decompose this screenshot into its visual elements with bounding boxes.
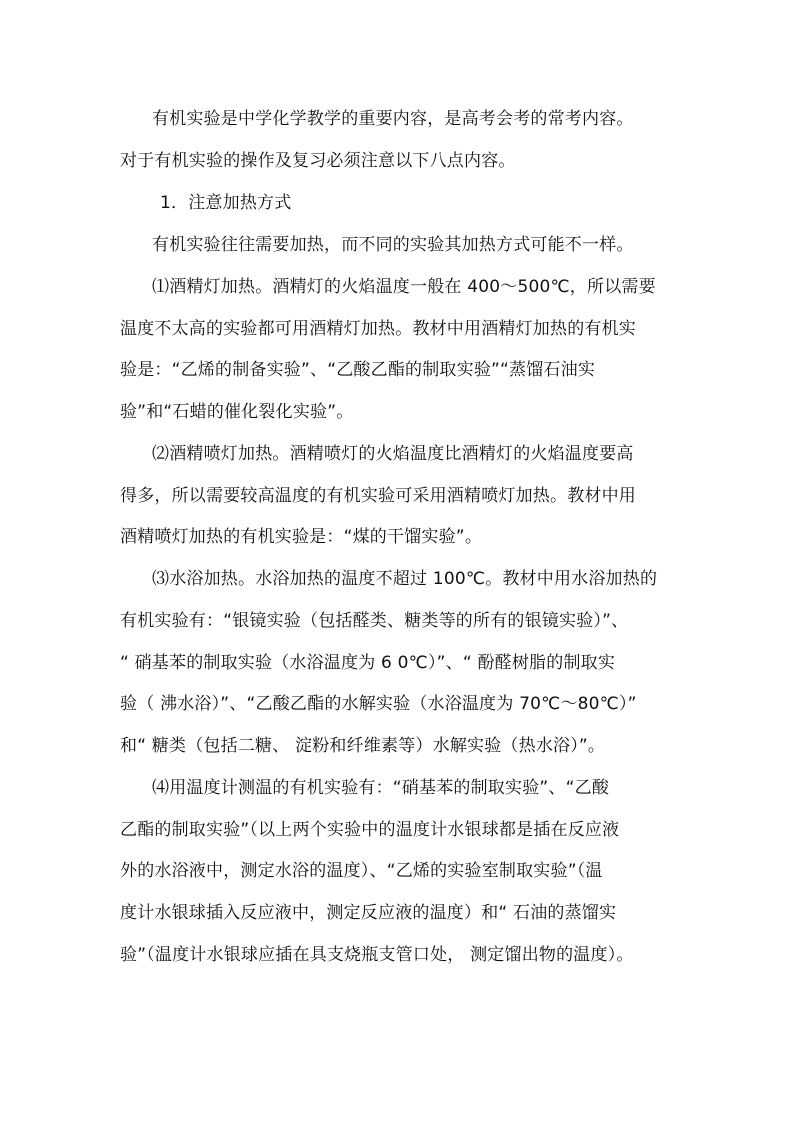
item-blast-lamp-line-1: ⑵酒精喷灯加热。酒精喷灯的火焰温度比酒精灯的火焰温度要高 [152,444,634,464]
item-thermometer-line-5: 验”（温度计水银球应插在具支烧瓶支管口处， 测定馏出物的温度）。 [120,945,634,965]
item-thermometer-line-4: 度计水银球插入反应液中，测定反应液的温度）和“ 石油的蒸馏实 [120,903,617,923]
paragraph-intro-line-1: 有机实验是中学化学教学的重要内容，是高考会考的常考内容。 [152,109,634,129]
paragraph-intro-line-2: 对于有机实验的操作及复习必须注意以下八点内容。 [120,151,516,171]
item-water-bath-line-5: 和“ 糖类（包括二糖、 淀粉和纤维素等）水解实验（热水浴）”。 [120,736,606,756]
item-alcohol-lamp-line-3: 验是：“乙烯的制备实验”、“乙酸乙酯的制取实验”“蒸馏石油实 [120,360,596,380]
item-thermometer-line-3: 外的水浴液中，测定水浴的温度）、“乙烯的实验室制取实验”（温 [120,861,603,881]
item-water-bath-line-1: ⑶水浴加热。水浴加热的温度不超过 100℃。教材中用水浴加热的 [152,569,658,589]
item-thermometer-line-2: 乙酯的制取实验”（以上两个实验中的温度计水银球都是插在反应液 [120,820,620,840]
item-water-bath-line-2: 有机实验有：“银镜实验（包括醛类、糖类等的所有的银镜实验）”、 [120,611,629,631]
item-water-bath-line-3: “ 硝基苯的制取实验（水浴温度为 6 0℃）”、“ 酚醛树脂的制取实 [120,653,616,673]
section-heading-heating-method: 1．注意加热方式 [160,193,292,213]
paragraph-heating-intro: 有机实验往往需要加热，而不同的实验其加热方式可能不一样。 [152,235,634,255]
item-alcohol-lamp-line-1: ⑴酒精灯加热。酒精灯的火焰温度一般在 400～500℃，所以需要 [152,277,656,297]
item-blast-lamp-line-2: 得多，所以需要较高温度的有机实验可采用酒精喷灯加热。教材中用 [120,486,636,506]
item-blast-lamp-line-3: 酒精喷灯加热的有机实验是：“煤的干馏实验”。 [120,527,483,547]
item-water-bath-line-4: 验（ 沸水浴）”、“乙酸乙酯的水解实验（水浴温度为 70℃～80℃）” [120,694,637,714]
item-alcohol-lamp-line-4: 验”和“石蜡的催化裂化实验”。 [120,402,354,422]
item-alcohol-lamp-line-2: 温度不太高的实验都可用酒精灯加热。教材中用酒精灯加热的有机实 [120,319,636,339]
item-thermometer-line-1: ⑷用温度计测温的有机实验有：“硝基苯的制取实验”、“乙酸 [152,778,610,798]
